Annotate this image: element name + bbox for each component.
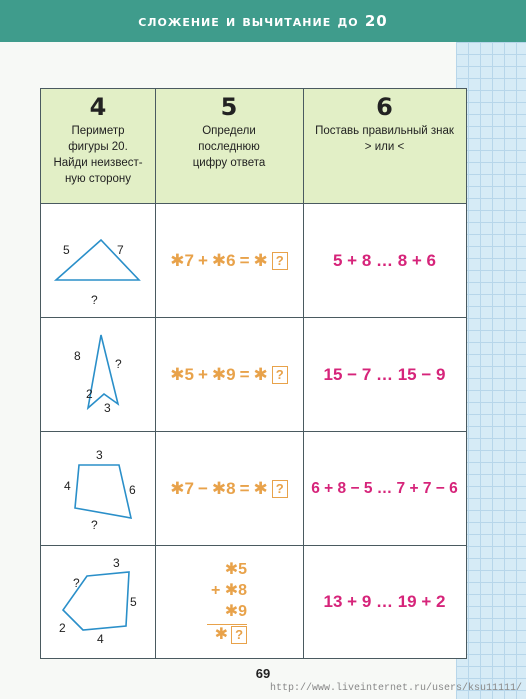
side-label: 7 <box>117 243 124 257</box>
instruction-line: Поставь правильный знак <box>315 125 454 137</box>
column-header-5 <box>155 89 303 203</box>
inequality-cell <box>303 204 466 317</box>
sum-line <box>207 624 247 625</box>
result-stars: ✱ <box>253 364 268 384</box>
answer-box[interactable]: ? <box>272 366 288 384</box>
exercise-instructions <box>311 123 458 155</box>
side-label: 8 <box>74 349 81 363</box>
instruction-line: ную сторону <box>64 173 132 185</box>
equals: = <box>239 478 250 498</box>
side-label: ? <box>73 576 80 590</box>
digit-expression <box>170 365 288 385</box>
side-label: ? <box>91 293 98 307</box>
operator: − <box>197 478 208 498</box>
quadrilateral-figure <box>41 432 155 545</box>
exercise-instructions <box>189 123 270 171</box>
addend: ✱5 <box>224 561 248 578</box>
shape-cell <box>41 318 155 431</box>
instruction-line: > или < <box>364 141 405 153</box>
pentagon-figure <box>41 546 155 658</box>
page-header <box>0 0 526 42</box>
table-header-row <box>41 89 466 204</box>
answer-box[interactable]: ? <box>272 480 288 498</box>
inequality-cell <box>303 546 466 658</box>
term: ✱7 <box>170 478 194 498</box>
side-label: 4 <box>97 632 104 646</box>
term: ✱6 <box>211 250 236 270</box>
side-label: 3 <box>113 556 120 570</box>
side-label: 2 <box>86 387 93 401</box>
addend: ✱9 <box>224 603 248 620</box>
side-label: 5 <box>63 243 70 257</box>
result-stars: ✱ <box>253 478 268 498</box>
exercise-table <box>40 88 467 659</box>
answer-box[interactable]: ? <box>272 252 288 270</box>
shape-cell <box>41 432 155 545</box>
equals: = <box>239 364 250 384</box>
inequality-cell <box>303 318 466 431</box>
equals: = <box>239 250 250 270</box>
shape-cell <box>41 546 155 658</box>
answer-box[interactable]: ? <box>231 626 247 644</box>
side-label: 2 <box>59 621 66 635</box>
result-stars: ✱ <box>214 626 229 643</box>
column-header-6 <box>303 89 466 203</box>
term: ✱8 <box>211 478 236 498</box>
instruction-line: цифру ответа <box>192 157 266 169</box>
exercise-number: 5 <box>220 93 238 121</box>
addend: + ✱8 <box>210 582 248 599</box>
column-header-4 <box>41 89 155 203</box>
inequality[interactable]: 13 + 9 … 19 + 2 <box>323 592 446 611</box>
digit-expression <box>170 479 288 499</box>
page-number: 69 <box>255 666 271 681</box>
side-label: 5 <box>130 595 137 609</box>
exercise-number: 4 <box>89 93 107 121</box>
watermark-url: http://www.liveinternet.ru/users/ksu11111/ <box>269 683 522 694</box>
triangle-figure <box>41 204 155 317</box>
side-label: 4 <box>64 479 71 493</box>
digit-expression <box>170 251 288 271</box>
operator: + <box>197 250 208 270</box>
exercise-instructions <box>49 123 146 187</box>
side-label: 3 <box>96 448 103 462</box>
term: ✱9 <box>211 364 236 384</box>
expression-cell <box>155 546 303 658</box>
inequality[interactable]: 15 − 7 … 15 − 9 <box>323 364 446 384</box>
term: ✱5 <box>170 364 194 384</box>
inequality[interactable]: 6 + 8 − 5 … 7 + 7 − 6 <box>311 479 458 497</box>
column-result <box>215 624 247 645</box>
instruction-line: Найди неизвест- <box>53 157 143 169</box>
expression-cell <box>155 204 303 317</box>
expression-cell <box>155 432 303 545</box>
side-label: 6 <box>129 483 136 497</box>
inequality[interactable]: 5 + 8 … 8 + 6 <box>332 250 436 270</box>
instruction-line: Периметр <box>71 125 125 137</box>
column-addition <box>211 559 247 645</box>
result-stars: ✱ <box>253 250 268 270</box>
inequality-cell <box>303 432 466 545</box>
instruction-line: последнюю <box>198 141 260 153</box>
header-title: сложение и вычитание до 20 <box>138 12 388 30</box>
expression-cell <box>155 318 303 431</box>
operator: + <box>197 364 208 384</box>
exercise-number: 6 <box>376 93 393 121</box>
shape-cell <box>41 204 155 317</box>
side-label: ? <box>115 357 122 371</box>
side-label: 3 <box>104 401 111 415</box>
term: ✱7 <box>170 250 194 270</box>
arrowhead-figure <box>41 318 155 431</box>
instruction-line: Определи <box>202 125 256 137</box>
instruction-line: фигуры 20. <box>68 141 128 153</box>
side-label: ? <box>91 518 98 532</box>
